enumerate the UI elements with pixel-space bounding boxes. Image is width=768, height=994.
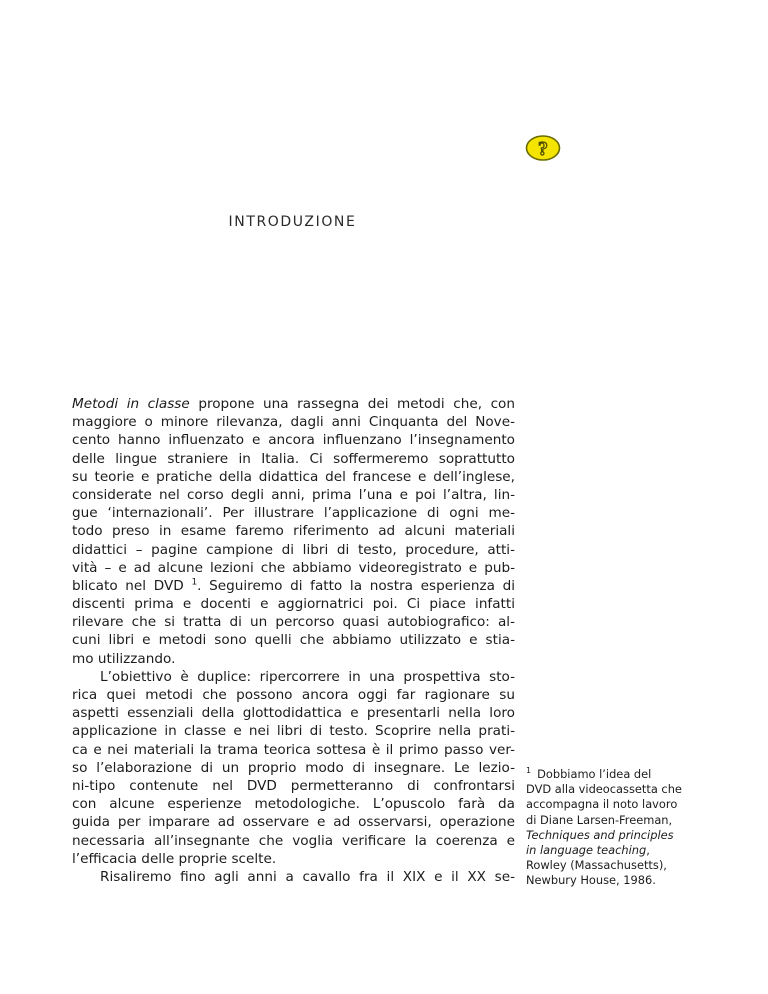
- text-line: blicato nel DVD $^1$. Seguiremo di fatto la nostra esperienza di: [72, 577, 515, 594]
- book-title: Metodi in classe: [72, 396, 190, 412]
- svg-text:?: ?: [538, 138, 548, 160]
- text-line: applicazione in classe e nei libri di testo. Scoprire nella prati-: [72, 723, 515, 740]
- text-line: mo utilizzando.: [72, 650, 176, 667]
- footnote-line: $^1$ Dobbiamo l’idea del: [526, 766, 652, 781]
- text-line: todo preso in esame faremo riferimento ad alcuni materiali: [72, 523, 515, 540]
- text-line: aspetti essenziali della glottodidattica e presentarli nella loro: [72, 705, 515, 722]
- footnote-line: in language teaching,: [526, 842, 650, 857]
- text-line: discenti prima e docenti e aggiornatrici poi. Ci piace infatti: [72, 596, 515, 613]
- text-line: ca e nei materiali la trama teorica sottesa è il primo passo ver-: [72, 741, 515, 758]
- text-line: ni-tipo contenute nel DVD permetteranno di confrontarsi: [72, 777, 515, 794]
- text-line: cento hanno influenzato e ancora influenzano l’insegnamento: [72, 432, 515, 449]
- text-line: vità – e ad alcune lezioni che abbiamo videoregistrato e pub-: [72, 559, 515, 576]
- text-line: considerate nel corso degli anni, prima l’una e poi l’altra, lin-: [72, 486, 515, 503]
- footnote-line: [526, 828, 701, 843]
- text-line: cuni libri e metodi sono quelli che abbiamo utilizzato e stia-: [72, 632, 515, 649]
- text-line: so l’elaborazione di un proprio modo di insegnare. Le lezio-: [72, 759, 515, 776]
- text-line: necessaria all’insegnante che voglia verificare la coerenza e: [72, 832, 515, 849]
- text-line: L’obiettivo è duplice: ripercorrere in una prospettiva sto-: [100, 668, 515, 685]
- text-line: gue ‘internazionali’. Per illustrare l’applicazione di ogni me-: [72, 505, 515, 522]
- footnote-line: DVD alla videocassetta che: [526, 782, 682, 797]
- cited-title: Techniques and principles: [526, 827, 674, 842]
- footnote-line: Rowley (Massachusetts),: [526, 858, 667, 873]
- footnote: [526, 767, 701, 889]
- footnote-reference[interactable]: 1: [191, 577, 198, 588]
- footnote-line: Newbury House, 1986.: [526, 873, 656, 888]
- text-line: l’efficacia delle proprie scelte.: [72, 850, 277, 867]
- text-line: Metodi in classe propone una rassegna dei metodi che, con: [72, 396, 515, 412]
- footnote-line: accompagna il noto lavoro: [526, 797, 678, 812]
- text-line: rilevare che si tratta di un percorso quasi autobiografico: al-: [72, 614, 515, 631]
- text-line: Risaliremo fino agli anni a cavallo fra il XIX e il XX se-: [100, 868, 515, 885]
- text-line: delle lingue straniere in Italia. Ci soffermeremo soprattutto: [72, 450, 515, 467]
- text-line: su teorie e pratiche della didattica del francese e dell’inglese,: [72, 468, 515, 485]
- body-text: [72, 395, 515, 886]
- text-line: didattici – pagine campione di libri di testo, procedure, atti-: [72, 541, 515, 558]
- text-line: guida per imparare ad osservare e ad osservarsi, operazione: [72, 814, 515, 831]
- text-line: maggiore o minore rilevanza, dagli anni Cinquanta del Nove-: [72, 414, 515, 431]
- chapter-title: INTRODUZIONE: [228, 214, 357, 230]
- cited-title: in language teaching: [526, 842, 647, 857]
- footnote-marker: 1: [526, 766, 532, 776]
- question-mark-icon[interactable]: [524, 133, 562, 163]
- footnote-line: di Diane Larsen-Freeman,: [526, 812, 673, 827]
- text-line: rica quei metodi che possono ancora oggi far ragionare su: [72, 687, 515, 703]
- text-line: con alcune esperienze metodologiche. L’opuscolo farà da: [72, 796, 515, 813]
